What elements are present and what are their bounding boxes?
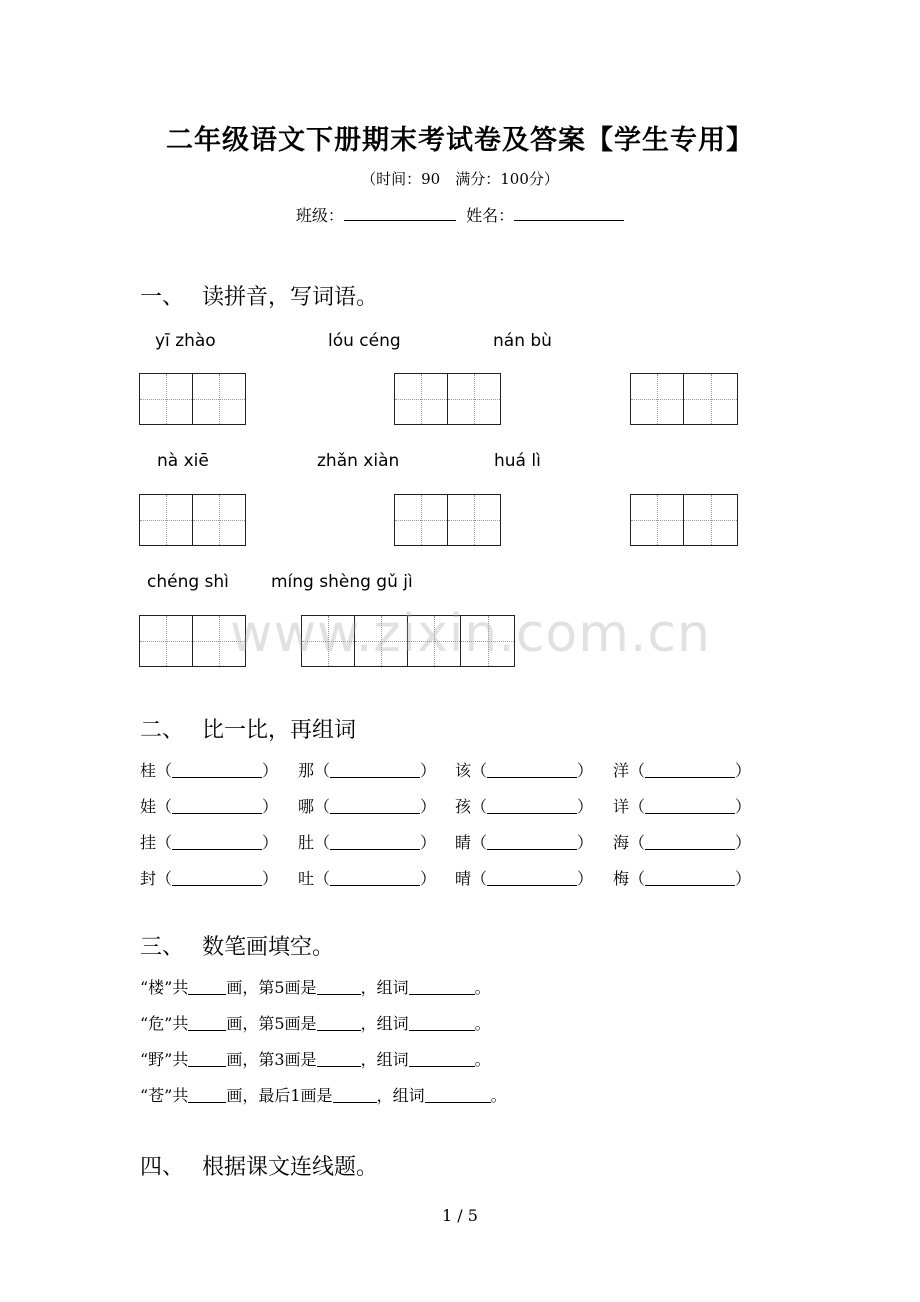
compare-char: 肚 xyxy=(298,833,315,852)
stroke-text: ，组词 xyxy=(360,1050,409,1069)
paren-close: ） xyxy=(420,761,437,780)
paren-close: ） xyxy=(262,761,279,780)
paren-open: （ xyxy=(629,869,646,888)
word-blank[interactable] xyxy=(330,798,420,814)
word-blank[interactable] xyxy=(487,870,577,886)
writing-grid[interactable] xyxy=(394,373,501,425)
writing-grid[interactable] xyxy=(139,494,246,546)
paren-close: ） xyxy=(420,833,437,852)
paren-close: ） xyxy=(735,869,752,888)
compare-item xyxy=(140,758,278,781)
stroke-blank[interactable] xyxy=(317,1016,361,1031)
paren-close: ） xyxy=(420,797,437,816)
compare-char: 详 xyxy=(613,797,630,816)
word-blank[interactable] xyxy=(645,870,735,886)
word-blank[interactable] xyxy=(487,834,577,850)
word-blank[interactable] xyxy=(172,834,262,850)
paren-close: ） xyxy=(262,869,279,888)
word-blank[interactable] xyxy=(330,762,420,778)
stroke-question xyxy=(140,1047,491,1070)
stroke-question xyxy=(140,975,491,998)
paren-open: （ xyxy=(629,761,646,780)
word-blank[interactable] xyxy=(172,762,262,778)
compare-char: 梅 xyxy=(613,869,630,888)
paren-close: ） xyxy=(577,833,594,852)
compare-char: 挂 xyxy=(140,833,157,852)
stroke-text: 画，第3画是 xyxy=(226,1050,317,1069)
compare-char: 海 xyxy=(613,833,630,852)
paren-open: （ xyxy=(314,761,331,780)
compare-char: 那 xyxy=(298,761,315,780)
class-label: 班级： xyxy=(295,206,344,225)
paren-open: （ xyxy=(156,869,173,888)
stroke-count-blank[interactable] xyxy=(188,980,226,995)
stroke-text: ，组词 xyxy=(360,978,409,997)
writing-grid[interactable] xyxy=(394,494,501,546)
section-number: 四、 xyxy=(140,1155,185,1180)
word-blank[interactable] xyxy=(409,1052,475,1067)
paren-close: ） xyxy=(577,797,594,816)
stroke-text: 。 xyxy=(474,1014,491,1033)
writing-grid[interactable] xyxy=(630,373,738,425)
paren-close: ） xyxy=(420,869,437,888)
name-blank[interactable] xyxy=(514,206,624,221)
section-number: 二、 xyxy=(140,718,185,743)
compare-item xyxy=(140,866,278,889)
student-info xyxy=(0,203,920,226)
word-blank[interactable] xyxy=(409,1016,475,1031)
compare-char: 洋 xyxy=(613,761,630,780)
compare-item xyxy=(613,830,751,853)
word-blank[interactable] xyxy=(645,798,735,814)
section-title: 读拼音，写词语。 xyxy=(202,285,379,310)
stroke-text: ，组词 xyxy=(360,1014,409,1033)
compare-item xyxy=(455,758,593,781)
pinyin-label: nán bù xyxy=(493,331,552,351)
word-blank[interactable] xyxy=(409,980,475,995)
section-title: 比一比，再组词 xyxy=(202,718,357,743)
compare-item xyxy=(140,830,278,853)
paren-close: ） xyxy=(735,833,752,852)
compare-item xyxy=(613,794,751,817)
paren-close: ） xyxy=(577,761,594,780)
section-heading-2 xyxy=(140,713,356,744)
name-label: 姓名： xyxy=(466,206,515,225)
stroke-text: 画，第5画是 xyxy=(226,1014,317,1033)
word-blank[interactable] xyxy=(645,834,735,850)
compare-item xyxy=(140,794,278,817)
compare-item xyxy=(298,866,436,889)
pinyin-label: huá lì xyxy=(494,451,541,471)
word-blank[interactable] xyxy=(172,870,262,886)
paren-open: （ xyxy=(156,833,173,852)
compare-char: 睛 xyxy=(455,833,472,852)
compare-char: 吐 xyxy=(298,869,315,888)
paren-open: （ xyxy=(471,797,488,816)
compare-item xyxy=(613,758,751,781)
compare-char: 孩 xyxy=(455,797,472,816)
compare-item xyxy=(455,830,593,853)
word-blank[interactable] xyxy=(330,834,420,850)
word-blank[interactable] xyxy=(172,798,262,814)
compare-char: 娃 xyxy=(140,797,157,816)
paren-open: （ xyxy=(156,761,173,780)
stroke-question xyxy=(140,1011,491,1034)
page-number: 1 / 5 xyxy=(442,1206,478,1225)
writing-grid[interactable] xyxy=(139,373,246,425)
stroke-count-blank[interactable] xyxy=(188,1016,226,1031)
class-blank[interactable] xyxy=(344,206,456,221)
stroke-text: “野”共 xyxy=(140,1050,189,1069)
exam-subtitle: （时间：90 满分：100分） xyxy=(361,170,559,188)
compare-item xyxy=(298,794,436,817)
compare-char: 晴 xyxy=(455,869,472,888)
paren-close: ） xyxy=(577,869,594,888)
compare-item xyxy=(455,794,593,817)
compare-item xyxy=(455,866,593,889)
paren-close: ） xyxy=(735,761,752,780)
word-blank[interactable] xyxy=(487,762,577,778)
stroke-question xyxy=(140,1083,507,1106)
page-title: 二年级语文下册期末考试卷及答案【学生专用】 xyxy=(166,125,754,156)
writing-grid[interactable] xyxy=(630,494,738,546)
compare-char: 桂 xyxy=(140,761,157,780)
paren-open: （ xyxy=(314,869,331,888)
paren-open: （ xyxy=(314,833,331,852)
section-title: 数笔画填空。 xyxy=(202,935,335,960)
paren-close: ） xyxy=(735,797,752,816)
stroke-text: 。 xyxy=(490,1086,507,1105)
word-blank[interactable] xyxy=(425,1088,491,1103)
stroke-blank[interactable] xyxy=(317,1052,361,1067)
stroke-blank[interactable] xyxy=(333,1088,377,1103)
section-heading-3 xyxy=(140,930,334,961)
stroke-text: 。 xyxy=(474,1050,491,1069)
stroke-count-blank[interactable] xyxy=(188,1088,226,1103)
stroke-text: 画，第5画是 xyxy=(226,978,317,997)
section-number: 三、 xyxy=(140,935,185,960)
section-heading-1 xyxy=(140,280,378,311)
stroke-blank[interactable] xyxy=(317,980,361,995)
word-blank[interactable] xyxy=(330,870,420,886)
compare-item xyxy=(298,758,436,781)
stroke-text: 画，最后1画是 xyxy=(226,1086,333,1105)
paren-open: （ xyxy=(629,797,646,816)
compare-char: 该 xyxy=(455,761,472,780)
stroke-text: “苍”共 xyxy=(140,1086,189,1105)
section-title: 根据课文连线题。 xyxy=(202,1155,379,1180)
paren-close: ） xyxy=(262,833,279,852)
word-blank[interactable] xyxy=(487,798,577,814)
pinyin-label: nà xiē xyxy=(157,451,209,471)
section-heading-4 xyxy=(140,1150,378,1181)
paren-close: ） xyxy=(262,797,279,816)
stroke-text: ，组词 xyxy=(376,1086,425,1105)
pinyin-label: míng shèng gǔ jì xyxy=(271,572,413,592)
stroke-text: 。 xyxy=(474,978,491,997)
pinyin-label: lóu céng xyxy=(328,331,401,351)
paren-open: （ xyxy=(471,833,488,852)
section-number: 一、 xyxy=(140,285,185,310)
pinyin-label: zhǎn xiàn xyxy=(317,451,400,471)
stroke-count-blank[interactable] xyxy=(188,1052,226,1067)
paren-open: （ xyxy=(629,833,646,852)
compare-char: 哪 xyxy=(298,797,315,816)
compare-item xyxy=(613,866,751,889)
stroke-text: “危”共 xyxy=(140,1014,189,1033)
pinyin-label: chéng shì xyxy=(147,572,229,592)
stroke-text: “楼”共 xyxy=(140,978,189,997)
paren-open: （ xyxy=(314,797,331,816)
pinyin-label: yī zhào xyxy=(155,331,216,351)
paren-open: （ xyxy=(471,761,488,780)
compare-item xyxy=(298,830,436,853)
watermark: www.zixin.com.cn xyxy=(230,604,711,664)
paren-open: （ xyxy=(471,869,488,888)
word-blank[interactable] xyxy=(645,762,735,778)
paren-open: （ xyxy=(156,797,173,816)
compare-char: 封 xyxy=(140,869,157,888)
